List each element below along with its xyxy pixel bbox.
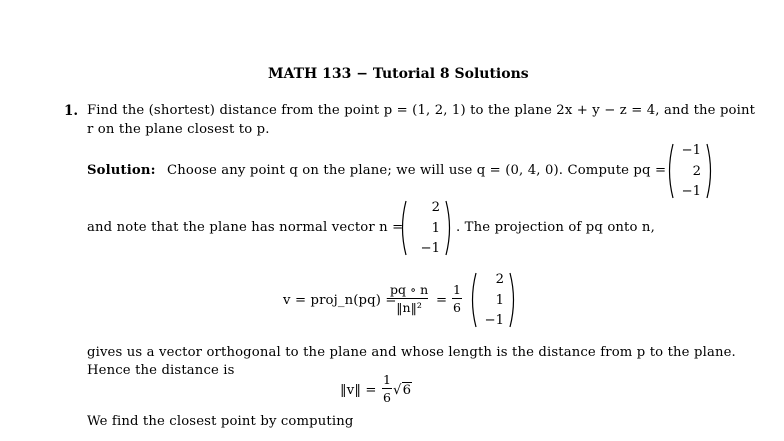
n-vector-entry: −1 [420, 241, 440, 256]
sqrt-icon: √ [393, 383, 402, 398]
solution-sentence-1: Choose any point q on the plane; we will use q = (0, 4, 0). Compute pq = [167, 163, 667, 178]
distance-den: 6 [383, 390, 391, 405]
n-vector-entry: 2 [431, 200, 440, 215]
proj-fraction [390, 282, 428, 315]
distance-lhs: ‖v‖ = [340, 383, 377, 398]
proj-coef-num: 1 [453, 282, 461, 297]
solution-label: Solution: [87, 163, 156, 178]
solution-sentence-5: We find the closest point by computing [87, 414, 354, 429]
problem-number: 1. [64, 103, 79, 119]
proj-coef-den: 6 [453, 300, 461, 315]
proj-denominator: ‖n‖² [396, 300, 422, 315]
proj-vector [468, 272, 518, 328]
n-vector [398, 200, 454, 256]
proj-vector-entry: −1 [484, 313, 504, 328]
equals-sign: = [436, 293, 448, 308]
distance-fraction [382, 372, 392, 405]
proj-numerator: pq ∘ n [390, 282, 429, 297]
problem-line-1: Find the (shortest) distance from the point p = (1, 2, 1) to the plane 2x + y − z = 4, and the point [87, 103, 756, 118]
proj-vector-entry: 2 [495, 272, 504, 287]
pq-vector [665, 143, 715, 199]
distance-num: 1 [383, 372, 391, 387]
page-title: MATH 133 − Tutorial 8 Solutions [268, 66, 529, 82]
pq-vector-entry: −1 [681, 143, 701, 158]
solution-sentence-4: Hence the distance is [87, 363, 235, 378]
pq-vector-entry: −1 [681, 184, 701, 199]
proj-coefficient [452, 282, 462, 315]
n-vector-entry: 1 [431, 220, 440, 236]
proj-label: v = proj_n(pq) = [283, 293, 397, 308]
proj-vector-entry: 1 [495, 292, 504, 308]
sqrt-radicand: 6 [402, 383, 412, 398]
solution-sentence-2a: and note that the plane has normal vector n = [87, 220, 404, 235]
solution-sentence-3: gives us a vector orthogonal to the plane and whose length is the distance from p to the plane. [87, 345, 736, 360]
solution-sentence-2b: . The projection of pq onto n, [456, 220, 655, 235]
pq-vector-entry: 2 [692, 163, 701, 179]
problem-line-2: r on the plane closest to p. [87, 122, 270, 137]
distance-sqrt [393, 383, 412, 398]
